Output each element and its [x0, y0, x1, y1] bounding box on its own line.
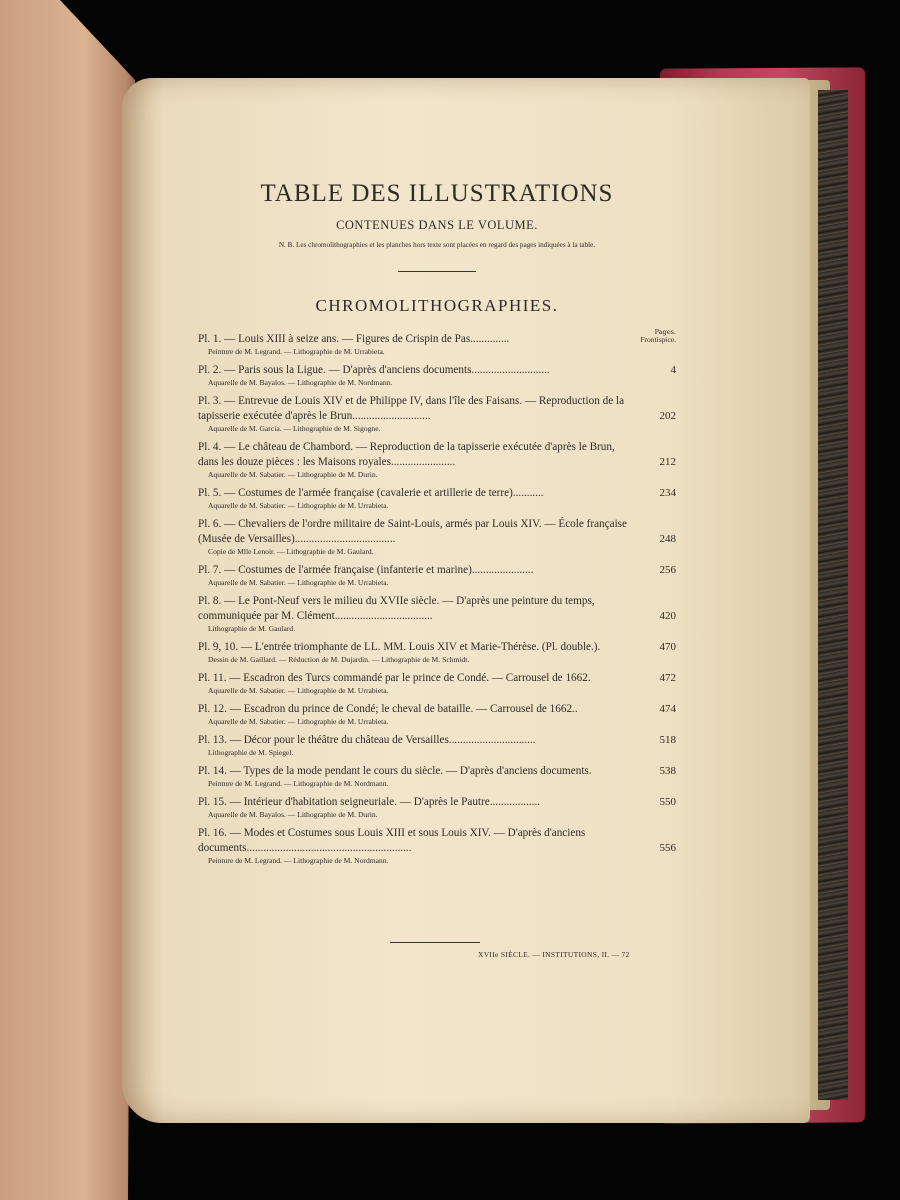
entry-text: Pl. 6. — Chevaliers de l'ordre militaire de Saint-Louis, armés par Louis XIV. — École française (Musée de Versailles)....................................	[198, 518, 627, 545]
entry-credit: Lithographie de M. Gaulard.	[208, 624, 296, 633]
entry-credit: Aquarelle de M. Sabatier. — Lithographie de M. Durin.	[208, 470, 378, 479]
entry-line	[198, 440, 676, 470]
entry-text: Pl. 12. — Escadron du prince de Condé; le cheval de bataille. — Carrousel de 1662..	[198, 703, 578, 715]
entry-line	[198, 640, 676, 655]
list-item	[198, 733, 676, 758]
entry-text: Pl. 5. — Costumes de l'armée française (cavalerie et artillerie de terre)...........	[198, 487, 544, 499]
section-title: CHROMOLITHOGRAPHIES.	[315, 296, 559, 315]
entry-credit: Aquarelle de M. Sabatier. — Lithographie de M. Urrabieta.	[208, 578, 389, 587]
entry-credit: Aquarelle de M. Bayalos. — Lithographie de M. Nordmann.	[208, 378, 393, 387]
list-item	[198, 332, 676, 357]
entry-credit: Peinture de M. Legrand. — Lithographie de M. Urrabieta.	[208, 347, 385, 356]
list-item	[198, 440, 676, 480]
list-item	[198, 594, 676, 634]
entry-page: 550	[659, 796, 676, 808]
list-item	[198, 394, 676, 434]
entry-text: Pl. 15. — Intérieur d'habitation seigneuriale. — D'après le Pautre..................	[198, 796, 541, 808]
entry-line	[198, 517, 676, 547]
divider	[398, 271, 476, 272]
entry-page: 234	[659, 487, 676, 499]
list-item	[198, 795, 676, 820]
entry-line	[198, 795, 676, 810]
entry-line	[198, 764, 676, 779]
list-item	[198, 671, 676, 696]
entry-text: Pl. 16. — Modes et Costumes sous Louis XIII et sous Louis XIV. — D'après d'anciens documents...........................................................	[198, 827, 586, 854]
entry-line	[198, 486, 676, 501]
entry-line	[198, 363, 676, 378]
entry-line	[198, 826, 676, 856]
entry-page: 248	[659, 533, 676, 545]
entry-text: Pl. 7. — Costumes de l'armée française (infanterie et marine)......................	[198, 564, 534, 576]
printer-signature: XVIIe SIÈCLE. — INSTITUTIONS, II. — 72	[478, 950, 630, 959]
entry-text: Pl. 8. — Le Pont-Neuf vers le milieu du XVIIe siècle. — D'après une peinture du temps, communiquée par M. Clément...................................	[198, 595, 595, 622]
list-item	[198, 826, 676, 866]
entry-credit: Lithographie de M. Spiegel.	[208, 748, 294, 757]
entry-text: Pl. 1. — Louis XIII à seize ans. — Figures de Crispin de Pas..............	[198, 333, 510, 345]
entry-credit: Aquarelle de M. Sabatier. — Lithographie de M. Urrabieta.	[208, 686, 389, 695]
entry-credit: Peinture de M. Legrand. — Lithographie de M. Nordmann.	[208, 779, 389, 788]
list-item	[198, 702, 676, 727]
entry-page: 556	[659, 842, 676, 854]
editorial-note: N. B. Les chromolithographies et les planches hors texte sont placées en regard des pages indiquées à la table.	[278, 241, 596, 249]
entry-line	[198, 702, 676, 717]
entry-text: Pl. 11. — Escadron des Turcs commandé par le prince de Condé. — Carrousel de 1662.	[198, 672, 591, 684]
list-item	[198, 363, 676, 388]
entry-credit: Peinture de M. Legrand. — Lithographie de M. Nordmann.	[208, 856, 389, 865]
entry-line	[198, 733, 676, 748]
entry-text: Pl. 2. — Paris sous la Ligue. — D'après d'anciens documents............................	[198, 364, 550, 376]
entry-credit: Dessin de M. Gaillard. — Réduction de M. Dujardin. — Lithographie de M. Schmidt.	[208, 655, 470, 664]
entry-line	[198, 563, 676, 578]
page-title: TABLE DES ILLUSTRATIONS	[260, 180, 614, 207]
entry-page: 538	[659, 765, 676, 777]
entry-text: Pl. 13. — Décor pour le théâtre du château de Versailles...............................	[198, 734, 536, 746]
entry-page: 202	[659, 410, 676, 422]
entry-line	[198, 594, 676, 624]
entry-credit: Aquarelle de M. Sabatier. — Lithographie de M. Urrabieta.	[208, 717, 389, 726]
entry-text: Pl. 4. — Le château de Chambord. — Reproduction de la tapisserie exécutée d'après le Brun, dans les douze pièces : les Maisons royales.......................	[198, 441, 615, 468]
list-item	[198, 517, 676, 557]
entry-line	[198, 671, 676, 686]
list-item	[198, 764, 676, 789]
entry-page: 470	[659, 641, 676, 653]
entry-page: 518	[659, 734, 676, 746]
list-item	[198, 563, 676, 588]
entry-credit: Aquarelle de M. Garcia. — Lithographie de M. Sigogne.	[208, 424, 381, 433]
entry-page: 472	[659, 672, 676, 684]
entry-page: 474	[659, 703, 676, 715]
list-item	[198, 640, 676, 665]
entry-credit: Aquarelle de M. Bayalos. — Lithographie de M. Durin.	[208, 810, 378, 819]
entry-text: Pl. 9, 10. — L'entrée triomphante de LL. MM. Louis XIV et Marie-Thérèse. (Pl. double.).	[198, 641, 601, 653]
page-subtitle: CONTENUES DANS LE VOLUME.	[336, 218, 538, 232]
footer-divider	[390, 942, 480, 943]
entry-page: 212	[659, 456, 676, 468]
entries-list	[198, 332, 676, 866]
list-item	[198, 486, 676, 511]
entry-page: 256	[659, 564, 676, 576]
entry-credit: Copie de Mlle Lenoir. — Lithographie de M. Gaulard.	[208, 547, 374, 556]
entry-text: Pl. 14. — Types de la mode pendant le cours du siècle. — D'après d'anciens documents.	[198, 765, 592, 777]
entries-container	[198, 328, 676, 866]
entry-credit: Aquarelle de M. Sabatier. — Lithographie de M. Urrabieta.	[208, 501, 389, 510]
left-page	[0, 0, 140, 1200]
page-content	[198, 180, 676, 872]
pages-column-header: Pages.	[654, 328, 676, 336]
entry-text: Pl. 3. — Entrevue de Louis XIV et de Philippe IV, dans l'île des Faisans. — Reproduction de la tapisserie exécutée d'après le Brun............................	[198, 395, 625, 422]
entry-page: 420	[659, 610, 676, 622]
entry-page: 4	[670, 364, 676, 376]
entry-line	[198, 332, 676, 347]
marbled-edge	[818, 90, 848, 1100]
entry-page: Frontispice.	[640, 335, 676, 344]
entry-line	[198, 394, 676, 424]
